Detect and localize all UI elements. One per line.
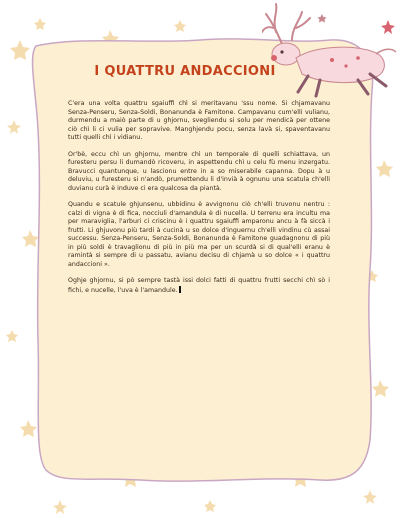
paragraph: C'era una volta quattru sgaiuffi chì si meritavanu 'ssu nome. Si chjamavanu Senza-Penseru, Senza-Soldi, Bonanunda è Famitone. Campavanu cum'elli vulianu, durmendu a maiò parte di u ghjornu, svegliendu si solu per mendicà per ottene ciò chì li ci vulia per sopravive. Manghjendu pocu, senza lavà si, spaventavanu tutti quelli chì i vidianu.: [68, 100, 330, 141]
document-title: I QUATTRU ANDACCIONI: [94, 64, 276, 79]
paragraph-last: [68, 277, 330, 295]
paragraph: Quandu e scatule ghjunsenu, ubbidinu è avvignonu ciò ch'elli truvonu nentru : calzi di vigna è di fica, nocciuli d'amandula è di nucella. U terrenu era incultu ma per maraviglia, l'arburi ci criscinu è i quattru sgaiuffi amparonu ancu à fà siccà i frutti. Li ghjuvonu più tardi à cucinà u so dolce d'inguernu ch'elli vindinu cù assai successu. Senza-Penseru, Senza-Soldi, Bonanunda è Famitone guadagnonu di più in più soldi è travaglionu di più in più ma per un scurdà si di qual'elli eranu è ramintà si sempre di u passatu, avianu decisu di chjamà u so dolce « i quattru andaccioni ».: [68, 201, 330, 268]
document-body[interactable]: [68, 100, 330, 303]
paragraph-text: Oghje ghjornu, si pò sempre tastà issi dolci fatti di quattru frutti secchi chì sò i fichi, e nucelle, l'uva è l'amandule.: [68, 277, 330, 294]
reindeer-illustration: [262, 0, 400, 100]
text-cursor: [179, 286, 181, 293]
paragraph: Or'bè, eccu chì un ghjornu, mentre chì un temporale di quelli schiattava, un furesteru persu li dumandò ricoveru, in aspettendu chì u celu fù menu inzergatu. Bravucci quantunque, u lascionu entre in a so miserabile capanna. Dopu à u deluviu, u furesteru si n'andò, prumettendu li d'invià à ognunu una scatula ch'elli duvianu curà è induve ci era qualcosa da piantà.: [68, 150, 330, 192]
